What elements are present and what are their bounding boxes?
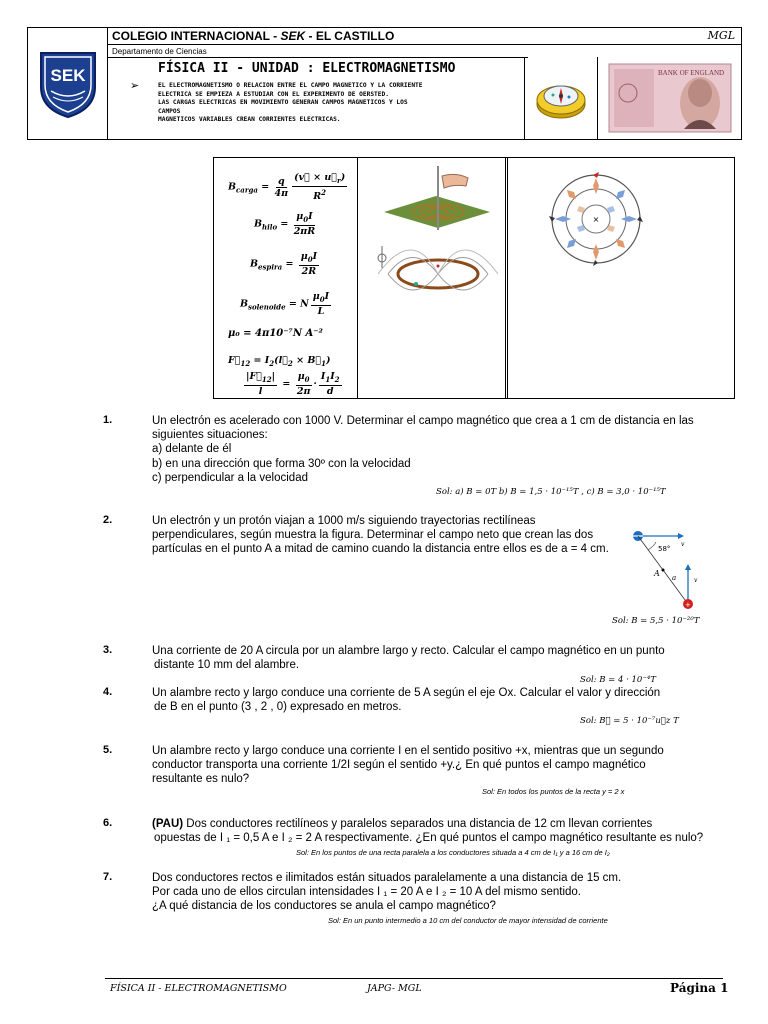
problem-4-number: 4. [103, 686, 113, 698]
svg-text:×: × [592, 215, 600, 224]
banknote-image [598, 57, 742, 139]
loop-field-illustration-icon [368, 236, 500, 306]
formula-b-solenoide: $B_{solenoide} = N$ $\frac{\mu_0I}{L}$ [240, 291, 330, 317]
footer-divider [105, 978, 723, 979]
problem-2-number: 2. [103, 514, 113, 526]
problem-1-number: 1. [103, 414, 113, 426]
formula-force: $F⃗_{12}$ = $I_2(l⃗_2$ × $B⃗_1$) [228, 355, 331, 368]
problem-7-text: Dos conductores rectos e ilimitados están situados paralelamente a una distancia de 15 cm. Por cada uno de ellos circulan intensidades I ₁ = 20 A e I ₂ = 10 A del mismo sentido. ¿A qué distancia de los conductores se anula el campo magnético? [152, 872, 622, 913]
problem-3-solution: Sol: B = 4 · 10⁻⁴T [580, 675, 656, 685]
school-logo [28, 28, 108, 139]
distance-label: a [672, 574, 677, 582]
intro-text: EL ELECTROMAGNETISMO O RELACION ENTRE EL CAMPO MAGNETICO Y LA CORRIENTE ELECTRICA SE EMPIEZA A ESTUDIAR CON EL EXPERIMENTO DE OERSTED. LAS CARGAS ELECTRICAS EN MOVIMIENTO GENERAN CAMPOS MAGNETICOS Y LOS CAMPOS MAGNETICOS VARIABLES CREAN CORRIENTES ELECTRICAS. [158, 82, 423, 124]
problem-5-text: Un alambre recto y largo conduce una corriente I en el sentido positivo +x, mientras que un segundo conductor transporta una corriente 1/2I según el sentido +y.¿ En qué puntos el campo magnético resultante es nulo? [152, 745, 664, 786]
problem-3-text: Una corriente de 20 A circula por un alambre largo y recto. Calcular el campo magnético en un punto distante 10 mm del alambre. [152, 645, 665, 672]
formula-mu0: μ₀ = 4π10⁻⁷N A⁻² [228, 328, 323, 339]
problem-4-text: Un alambre recto y largo conduce una corriente de 5 A según el eje Ox. Calcular el valor y dirección de B en el punto (3 , 2 , 0) expresado en metros. [152, 687, 661, 714]
formula-force-per-length: $\frac{|F⃗_{12}|}{l}$ = $\frac{\mu_0}{2\pi}$ · $\frac{I_1I_2}{d}$ [246, 371, 340, 397]
banknote-text: BANK OF ENGLAND [658, 69, 725, 77]
svg-text:v: v [694, 577, 698, 584]
circular-field-lines-icon [549, 172, 643, 266]
problem-1-solution: Sol: a) B = 0T b) B = 1,5 · 10⁻¹⁵T , c) B = 3,0 · 10⁻¹⁵T [436, 487, 666, 497]
problem-4-solution: Sol: B⃗ = 5 · 10⁻⁷u⃗z T [580, 716, 679, 726]
sek-shield-icon [37, 49, 99, 119]
formula-table [213, 157, 735, 399]
problem-1-text: Un electrón es acelerado con 1000 V. Determinar el campo magnético que crea a 1 cm de distancia en las siguientes situaciones: a) delante de él b) en una dirección que forma 30º con la velocidad c) perpendicular a la velocidad [152, 415, 694, 484]
bullet-arrow-icon: ➢ [130, 80, 140, 92]
angle-label: 58° [658, 545, 671, 553]
wire-field-illustration-icon [376, 164, 496, 234]
problem-3-number: 3. [103, 644, 113, 656]
page-number: Página 1 [670, 981, 729, 995]
oersted-figure-column [358, 158, 508, 398]
logo-text: SEK [50, 65, 85, 85]
formula-b-hilo: $B_{hilo}$ = $\frac{\mu_0I}{2\pi R}$ [254, 211, 316, 237]
problem-2-solution: Sol: B = 5,5 · 10⁻²⁰T [612, 616, 700, 626]
banknote-faraday-icon [608, 63, 732, 133]
point-a-label: A [654, 569, 660, 578]
author-initials: MGL [707, 29, 735, 42]
solenoid-figure-column [511, 158, 734, 398]
problem-7-solution: Sol: En un punto intermedio a 10 cm del conductor de mayor intensidad de corriente [328, 916, 608, 925]
compass-icon [533, 70, 589, 126]
electron-proton-diagram [626, 526, 702, 614]
svg-text:+: + [685, 601, 691, 609]
problem-6-solution: Sol: En los puntos de una recta paralela a los conductores situada a 4 cm de I₁ y a 16 cm de I₂ [296, 848, 610, 857]
problem-5-solution: Sol: En todos los puntos de la recta y = 2 x [482, 787, 625, 796]
footer-subject: FÍSICA II - ELECTROMAGNETISMO [110, 983, 287, 994]
pau-label: (PAU) [152, 818, 184, 830]
problem-6-text: (PAU) Dos conductores rectilíneos y paralelos separados una distancia de 12 cm llevan corrientes opuestas de I ₁ = 0,5 A e I ₂ = 2 A respectivamente. ¿En qué puntos el campo magnético resultante es nulo? [152, 818, 704, 845]
school-name: COLEGIO INTERNACIONAL - SEK - EL CASTILLO [108, 28, 742, 45]
formula-b-carga: $B_{carga}$ = $\frac{q}{4\pi}$ $\frac{(v⃗ \times u⃗_r)}{R^2}$ [228, 172, 346, 203]
formula-b-espira: $B_{espira}$ = $\frac{\mu_0I}{2R}$ [250, 251, 318, 277]
document-header [27, 27, 742, 140]
unit-title: FÍSICA II - UNIDAD : ELECTROMAGNETISMO [158, 61, 456, 76]
problem-6-number: 6. [103, 817, 113, 829]
svg-text:v: v [681, 541, 685, 548]
problem-2-text: Un electrón y un protón viajan a 1000 m/s siguiendo trayectorias rectilíneas perpendiculares, según muestra la figura. Determinar el campo neto que crean las dos partículas en el punto A a mitad de camino cuando la distancia entre ellos es de a = 4 cm. [152, 515, 609, 556]
problem-5-number: 5. [103, 744, 113, 756]
compass-image [524, 57, 598, 139]
department-label: Departamento de Ciencias [112, 47, 207, 56]
footer-authors: JAPG- MGL [367, 983, 422, 994]
formula-column [214, 158, 358, 398]
problem-7-number: 7. [103, 871, 113, 883]
